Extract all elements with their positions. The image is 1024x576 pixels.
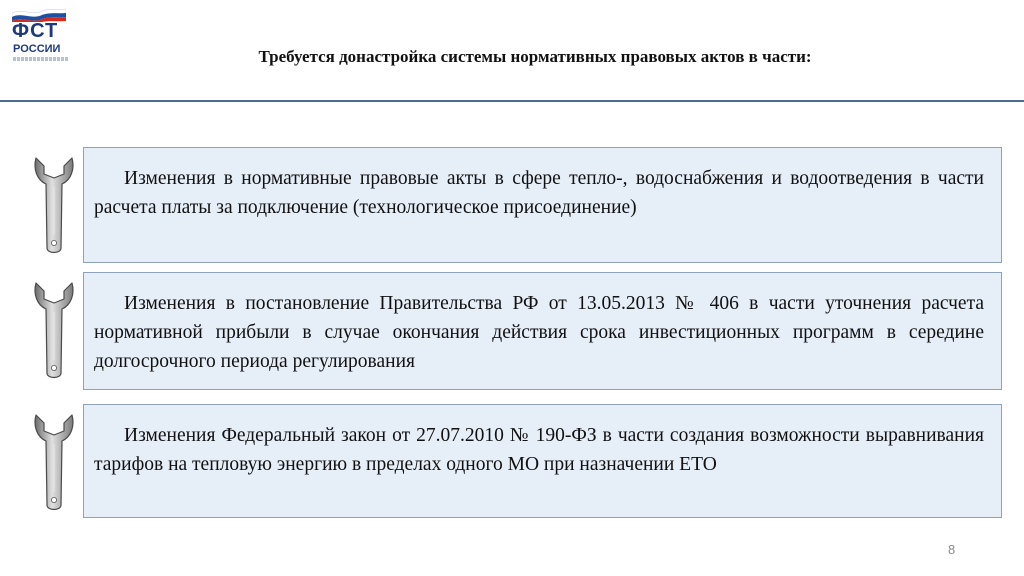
item-text-box xyxy=(83,272,1002,390)
item-text-box xyxy=(83,147,1002,263)
wrench-icon xyxy=(32,155,76,257)
wrench-icon xyxy=(32,412,76,514)
slide-title: Требуется донастройка системы нормативных правовых актов в части: xyxy=(258,47,812,66)
list-item xyxy=(32,272,1002,390)
logo-subtitle xyxy=(13,57,69,61)
logo-text-fst: ФСТ xyxy=(12,20,59,42)
wrench-icon xyxy=(32,280,76,382)
item-text: Изменения в нормативные правовые акты в сфере тепло-, водоснабжения и водоотведения в части расчета платы за подключение (технологическое присоединение) xyxy=(94,168,984,218)
item-text: Изменения в постановление Правительства РФ от 13.05.2013 № 406 в части уточнения расчета нормативной прибыли в случае окончания действия срока инвестиционных программ в середине долгосрочного периода регулирования xyxy=(94,293,984,372)
item-text: Изменения Федеральный закон от 27.07.2010 № 190-ФЗ в части создания возможности выравнивания тарифов на тепловую энергию в пределах одного МО при назначении ЕТО xyxy=(94,425,984,475)
list-item xyxy=(32,404,1002,518)
logo xyxy=(10,8,74,64)
header-divider xyxy=(0,100,1024,102)
page-number: 8 xyxy=(948,542,956,557)
logo-text-russia: РОССИИ xyxy=(13,43,61,55)
list-item xyxy=(32,147,1002,263)
item-text-box xyxy=(83,404,1002,518)
